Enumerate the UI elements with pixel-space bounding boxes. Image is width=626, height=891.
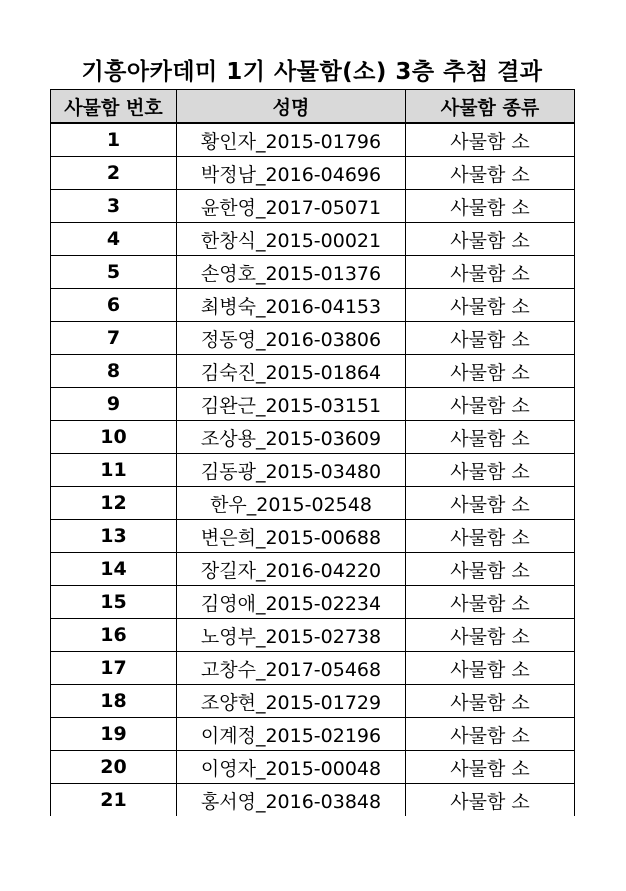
page-title: 기흥아카데미 1기 사물함(소) 3층 추첨 결과 [81, 59, 543, 85]
table-row [51, 751, 575, 784]
name-cell: 김동광_2015-03480 [177, 454, 406, 487]
table-row [51, 256, 575, 289]
locker-number-cell: 9 [51, 388, 177, 421]
header-name: 성명 [177, 90, 406, 124]
locker-type-cell: 사물함 소 [406, 190, 575, 223]
locker-type-cell: 사물함 소 [406, 388, 575, 421]
header-locker-type: 사물함 종류 [406, 90, 575, 124]
locker-type-cell: 사물함 소 [406, 223, 575, 256]
table-row [51, 421, 575, 454]
name-cell: 고창수_2017-05468 [177, 652, 406, 685]
locker-number-cell: 15 [51, 586, 177, 619]
name-cell: 조상용_2015-03609 [177, 421, 406, 454]
name-cell: 박정남_2016-04696 [177, 157, 406, 190]
locker-number-cell: 20 [51, 751, 177, 784]
name-cell: 한우_2015-02548 [177, 487, 406, 520]
name-cell: 이계정_2015-02196 [177, 718, 406, 751]
locker-type-cell: 사물함 소 [406, 289, 575, 322]
locker-type-cell: 사물함 소 [406, 454, 575, 487]
name-cell: 노영부_2015-02738 [177, 619, 406, 652]
name-cell: 김완근_2015-03151 [177, 388, 406, 421]
table-header-row [51, 90, 575, 124]
locker-number-cell: 19 [51, 718, 177, 751]
table-row [51, 520, 575, 553]
name-cell: 김영애_2015-02234 [177, 586, 406, 619]
locker-type-cell: 사물함 소 [406, 256, 575, 289]
locker-type-cell: 사물함 소 [406, 718, 575, 751]
locker-number-cell: 13 [51, 520, 177, 553]
table-row [51, 190, 575, 223]
table-row [51, 784, 575, 817]
locker-type-cell: 사물함 소 [406, 421, 575, 454]
locker-type-cell: 사물함 소 [406, 520, 575, 553]
locker-number-cell: 4 [51, 223, 177, 256]
header-locker-number: 사물함 번호 [51, 90, 177, 124]
table-row [51, 322, 575, 355]
locker-number-cell: 8 [51, 355, 177, 388]
table-row [51, 355, 575, 388]
locker-type-cell: 사물함 소 [406, 123, 575, 157]
locker-type-cell: 사물함 소 [406, 619, 575, 652]
name-cell: 손영호_2015-01376 [177, 256, 406, 289]
locker-number-cell: 21 [51, 784, 177, 817]
name-cell: 황인자_2015-01796 [177, 123, 406, 157]
table-row [51, 289, 575, 322]
locker-type-cell: 사물함 소 [406, 751, 575, 784]
name-cell: 장길자_2016-04220 [177, 553, 406, 586]
table-row [51, 487, 575, 520]
table-row [51, 388, 575, 421]
locker-number-cell: 6 [51, 289, 177, 322]
name-cell: 조양현_2015-01729 [177, 685, 406, 718]
table-row [51, 553, 575, 586]
table-row [51, 223, 575, 256]
locker-number-cell: 12 [51, 487, 177, 520]
table-row [51, 586, 575, 619]
name-cell: 변은희_2015-00688 [177, 520, 406, 553]
table-row [51, 619, 575, 652]
table-row [51, 454, 575, 487]
locker-type-cell: 사물함 소 [406, 784, 575, 817]
locker-type-cell: 사물함 소 [406, 355, 575, 388]
locker-type-cell: 사물함 소 [406, 322, 575, 355]
locker-number-cell: 17 [51, 652, 177, 685]
name-cell: 정동영_2016-03806 [177, 322, 406, 355]
name-cell: 이영자_2015-00048 [177, 751, 406, 784]
locker-type-cell: 사물함 소 [406, 553, 575, 586]
locker-type-cell: 사물함 소 [406, 487, 575, 520]
table-row [51, 685, 575, 718]
locker-number-cell: 16 [51, 619, 177, 652]
table-row [51, 718, 575, 751]
locker-number-cell: 5 [51, 256, 177, 289]
name-cell: 최병숙_2016-04153 [177, 289, 406, 322]
name-cell: 윤한영_2017-05071 [177, 190, 406, 223]
locker-number-cell: 11 [51, 454, 177, 487]
locker-number-cell: 3 [51, 190, 177, 223]
locker-number-cell: 1 [51, 123, 177, 157]
locker-number-cell: 14 [51, 553, 177, 586]
locker-type-cell: 사물함 소 [406, 652, 575, 685]
locker-assignment-table [50, 89, 575, 816]
locker-type-cell: 사물함 소 [406, 586, 575, 619]
name-cell: 김숙진_2015-01864 [177, 355, 406, 388]
locker-number-cell: 10 [51, 421, 177, 454]
name-cell: 한창식_2015-00021 [177, 223, 406, 256]
locker-type-cell: 사물함 소 [406, 157, 575, 190]
locker-type-cell: 사물함 소 [406, 685, 575, 718]
table-row [51, 157, 575, 190]
table-row [51, 652, 575, 685]
locker-number-cell: 18 [51, 685, 177, 718]
table-row [51, 123, 575, 157]
locker-number-cell: 7 [51, 322, 177, 355]
name-cell: 홍서영_2016-03848 [177, 784, 406, 817]
locker-number-cell: 2 [51, 157, 177, 190]
